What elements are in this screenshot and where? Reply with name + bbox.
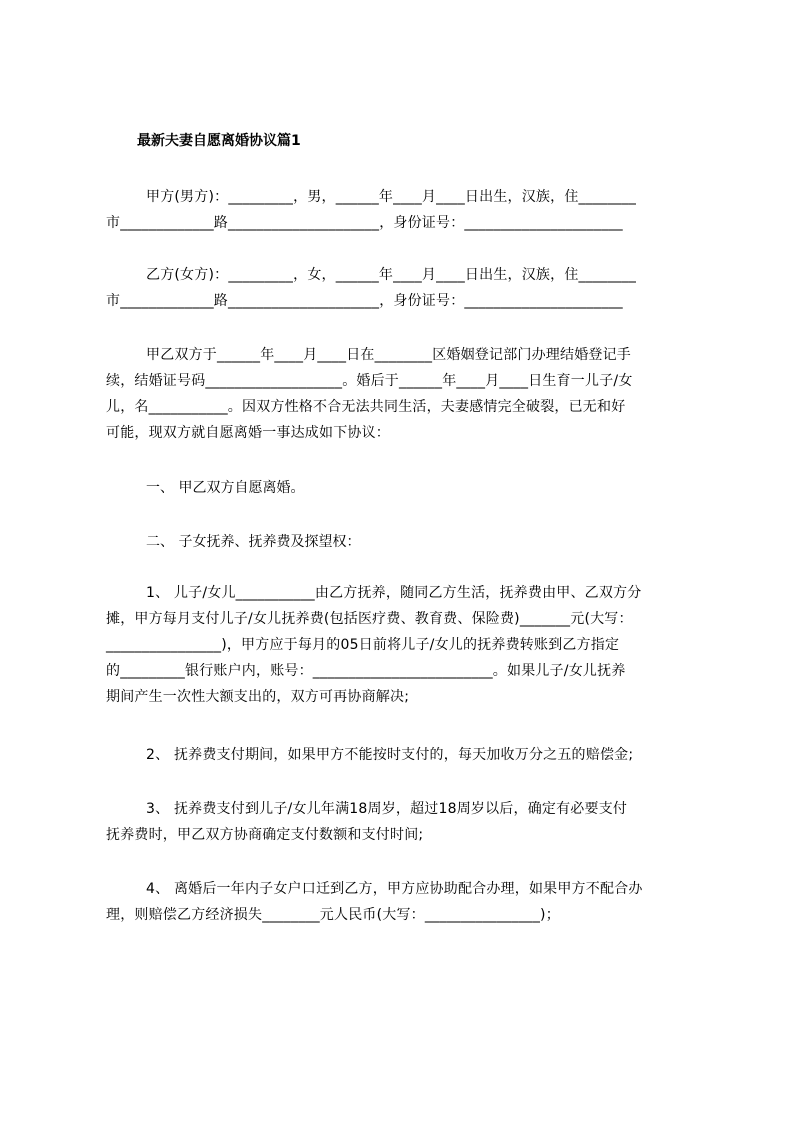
clause-1-line-5: 期间产生一次性大额支出的，双方可再协商解决; [106, 689, 410, 705]
clause-1-line-3: ________________)，甲方应于每月的05日前将儿子/女儿的抚养费转账到乙方指定 [106, 637, 620, 653]
section-1-heading: 一、 甲乙双方自愿离婚。 [146, 480, 305, 496]
preamble-line-2: 续，结婚证号码___________________。婚后于______年____月____日生育一儿子/女 [106, 373, 633, 389]
preamble-paragraph [106, 342, 702, 446]
clause-1-line-1: 1、 儿子/女儿___________由乙方抚养，随同乙方生活，抚养费由甲、乙双方分 [146, 585, 642, 601]
clause-3-line-2: 抚养费时，甲乙双方协商确定支付数额和支付时间; [106, 827, 424, 843]
section-2-heading: 二、 子女抚养、抚养费及探望权： [146, 534, 361, 550]
party-a-line-1: 甲方(男方)：_________，男，______年____月____日出生，汉族，住________ [146, 189, 637, 205]
clause-4-line-1: 4、 离婚后一年内子女户口迁到乙方，甲方应协助配合办理，如果甲方不配合办 [146, 881, 643, 897]
clause-2-paragraph [106, 742, 702, 768]
clause-1-line-4: 的_________银行账户内，账号：_________________________。如果儿子/女儿抚养 [106, 663, 626, 679]
clause-1-paragraph [106, 580, 702, 710]
clause-2-line-1: 2、 抚养费支付期间，如果甲方不能按时支付的，每天加收万分之五的赔偿金; [146, 747, 634, 763]
clause-4-paragraph [106, 876, 702, 928]
party-a-line-2: 市_____________路_____________________，身份证号：______________________ [106, 215, 623, 231]
preamble-line-3: 儿，名___________。因双方性格不合无法共同生活，夫妻感情完全破裂，已无和好 [106, 399, 626, 415]
document-title: 最新夫妻自愿离婚协议篇1 [137, 133, 301, 149]
preamble-line-4: 可能，现双方就自愿离婚一事达成如下协议： [106, 425, 390, 441]
preamble-line-1: 甲乙双方于______年____月____日在________区婚姻登记部门办理结婚登记手 [146, 347, 631, 363]
clause-4-line-2: 理，则赔偿乙方经济损失________元人民币(大写：________________)； [106, 907, 560, 923]
clause-1-line-2: 摊，甲方每月支付儿子/女儿抚养费(包括医疗费、教育费、保险费)_______元(大写： [106, 611, 633, 627]
party-b-line-1: 乙方(女方)：_________，女，______年____月____日出生，汉族，住________ [146, 267, 637, 283]
party-b-line-2: 市_____________路_____________________，身份证号：______________________ [106, 293, 623, 309]
clause-3-paragraph [106, 796, 702, 848]
party-a-paragraph [106, 184, 702, 236]
party-b-paragraph [106, 262, 702, 314]
clause-3-line-1: 3、 抚养费支付到儿子/女儿年满18周岁，超过18周岁以后，确定有必要支付 [146, 801, 628, 817]
